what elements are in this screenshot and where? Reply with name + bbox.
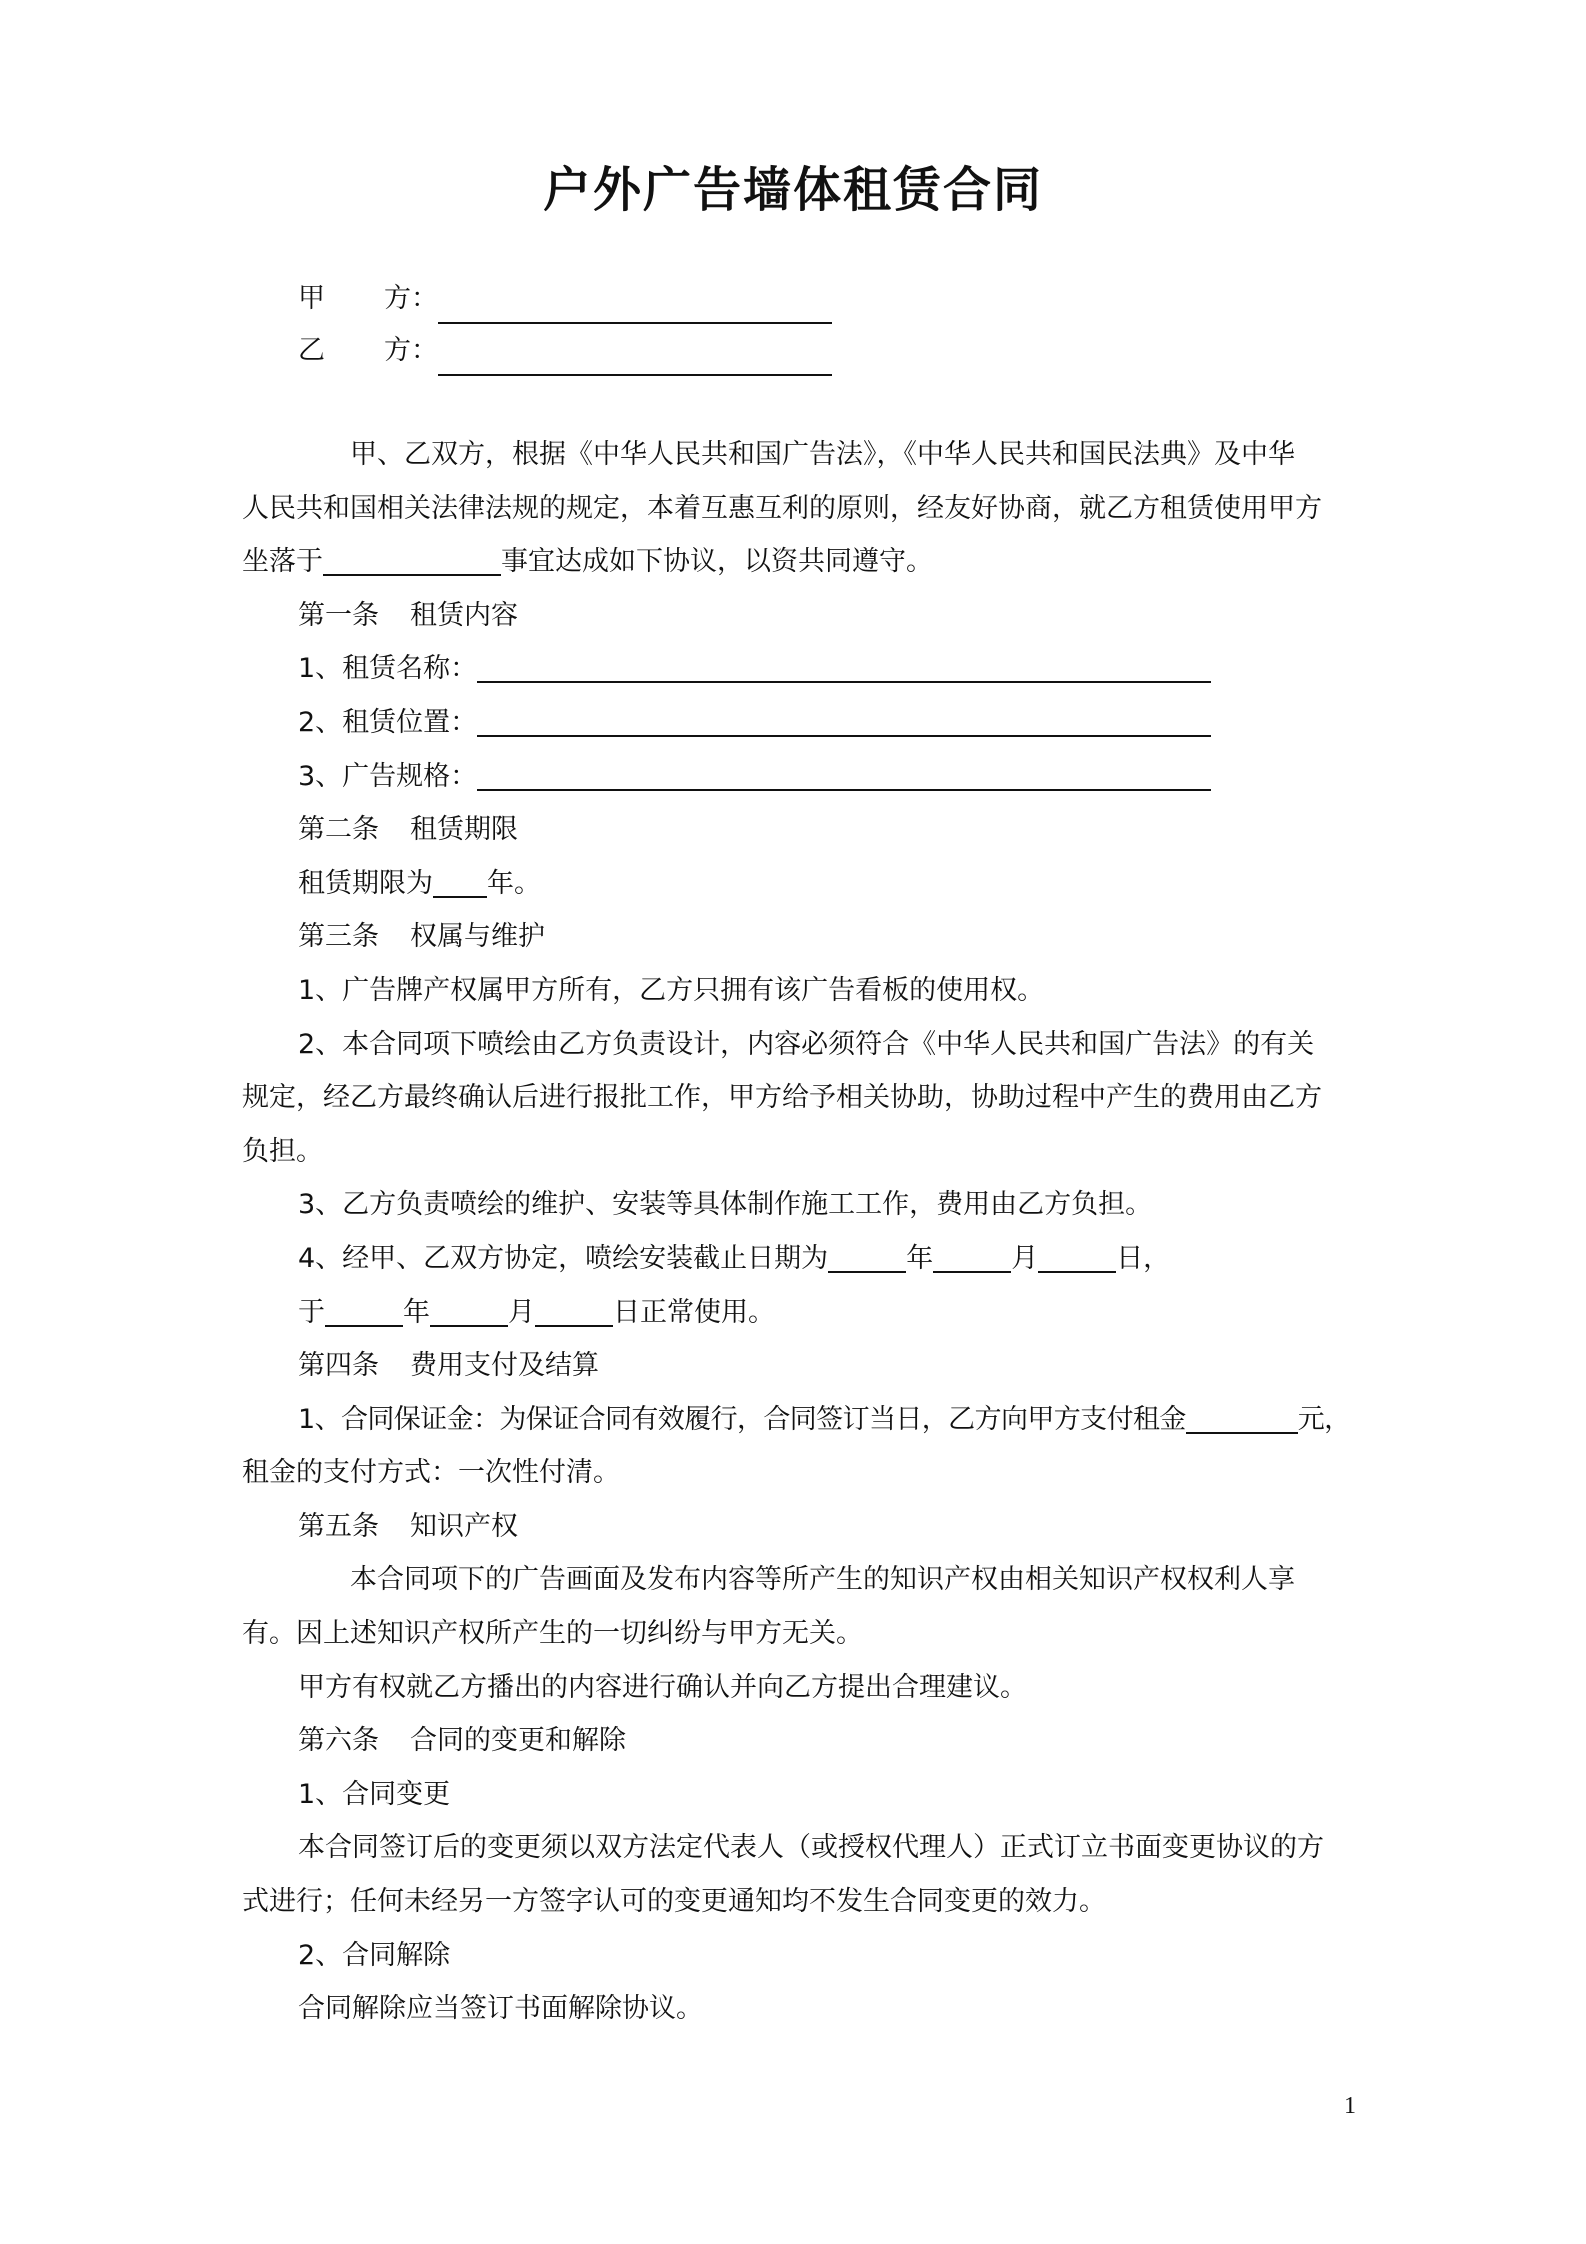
usage-date-prefix: 于 [298,1296,325,1328]
install-day-blank [1038,1235,1116,1273]
usage-year-blank [325,1289,403,1327]
article-3-item-2-line-1: 2、本合同项下喷绘由乙方负责设计，内容必须符合《中华人民共和国广告法》的有关 [298,1028,1315,1060]
lease-term-prefix: 租赁期限为 [298,867,433,899]
install-day-label: 日， [1116,1242,1171,1274]
party-b-suffix: 方： [384,335,438,366]
deposit-unit: 元， [1297,1403,1351,1435]
article-1-title: 租赁内容 [410,599,518,631]
article-2-number: 第二条 [298,814,379,846]
article-6-number: 第六条 [298,1725,379,1757]
rental-location-label: 2、租赁位置： [298,706,478,738]
location-blank [323,538,501,576]
article-2-title: 租赁期限 [410,814,518,846]
article-1-item-2 [242,696,1354,750]
article-6-sub-1-line-1: 本合同签订后的变更须以双方法定代表人（或授权代理人）正式订立书面变更协议的方 [298,1832,1324,1864]
article-5-title: 知识产权 [410,1510,518,1542]
article-4-title: 费用支付及结算 [410,1350,599,1382]
install-month-label: 月 [1011,1242,1039,1274]
article-6-sub-1-line-2: 式进行；任何未经另一方签字认可的变更通知均不发生合同变更的效力。 [242,1886,1106,1918]
install-deadline-prefix: 4、经甲、乙双方协定，喷绘安装截止日期为 [298,1242,829,1274]
party-a-suffix: 方： [384,283,438,314]
article-2-text [242,857,1354,911]
article-3-item-4-line-1 [242,1232,1354,1286]
page-number: 1 [1344,2093,1356,2119]
party-a-char: 甲 [298,283,325,314]
article-6-sub-2: 2、合同解除 [298,1939,451,1971]
preamble-line-2: 人民共和国相关法律法规的规定，本着互惠互利的原则，经友好协商，就乙方租赁使用甲方 [242,492,1322,524]
usage-day-blank [535,1289,613,1327]
rental-name-blank [477,645,1211,683]
install-year-blank [828,1235,906,1273]
article-1-item-1 [242,642,1354,696]
lease-term-suffix: 年。 [487,867,541,899]
article-4-number: 第四条 [298,1350,379,1382]
article-4-item-1-line-2: 租金的支付方式：一次性付清。 [242,1457,620,1489]
article-3-item-2-line-2: 规定，经乙方最终确认后进行报批工作，甲方给予相关协助，协助过程中产生的费用由乙方 [242,1082,1322,1114]
install-month-blank [933,1235,1011,1273]
preamble-line-3 [242,535,1354,589]
article-5-line-1: 本合同项下的广告画面及发布内容等所产生的知识产权由相关知识产权权利人享 [350,1564,1295,1596]
preamble-location-suffix: 事宜达成如下协议，以资共同遵守。 [501,546,933,578]
contract-body [242,428,1354,2036]
party-b-char: 乙 [298,335,325,366]
rental-name-label: 1、租赁名称： [298,653,478,685]
article-1-heading [242,589,1354,643]
article-6-sub-2-line-1: 合同解除应当签订书面解除协议。 [298,1993,703,2025]
lease-term-blank [433,860,487,898]
article-3-number: 第三条 [298,921,379,953]
party-b-row [298,326,832,376]
article-4-item-1-line-1 [242,1393,1354,1447]
party-a-row [298,274,832,324]
article-6-title: 合同的变更和解除 [410,1725,626,1757]
ad-spec-label: 3、广告规格： [298,760,478,792]
article-4-heading [242,1339,1354,1393]
usage-day-label: 日正常使用。 [613,1296,775,1328]
preamble-location-prefix: 坐落于 [242,546,323,578]
usage-month-blank [430,1289,508,1327]
deposit-amount-blank [1186,1396,1298,1434]
article-3-heading [242,910,1354,964]
article-3-item-2-line-3: 负担。 [242,1135,323,1167]
article-3-item-4-line-2 [242,1286,1354,1340]
ad-spec-blank [477,753,1211,791]
article-6-heading [242,1714,1354,1768]
article-5-number: 第五条 [298,1510,379,1542]
article-5-line-3: 甲方有权就乙方播出的内容进行确认并向乙方提出合理建议。 [298,1671,1027,1703]
rental-location-blank [477,699,1211,737]
party-a-blank-line [438,284,832,324]
article-2-heading [242,803,1354,857]
article-6-sub-1: 1、合同变更 [298,1778,451,1810]
preamble-line-1: 甲、乙双方，根据《中华人民共和国广告法》，《中华人民共和国民法典》及中华 [350,439,1295,470]
article-5-line-2: 有。因上述知识产权所产生的一切纠纷与甲方无关。 [242,1618,863,1650]
article-1-number: 第一条 [298,599,379,631]
article-3-item-1: 1、广告牌产权属甲方所有，乙方只拥有该广告看板的使用权。 [298,974,1045,1006]
party-b-label [298,326,438,376]
usage-year-label: 年 [403,1296,430,1328]
party-b-blank-line [438,336,832,376]
party-a-label [298,274,438,324]
article-3-title: 权属与维护 [410,921,545,953]
article-3-item-3: 3、乙方负责喷绘的维护、安装等具体制作施工工作，费用由乙方负担。 [298,1189,1153,1221]
usage-month-label: 月 [508,1296,535,1328]
deposit-text: 1、合同保证金：为保证合同有效履行，合同签订当日，乙方向甲方支付租金 [298,1403,1186,1435]
document-title: 户外广告墙体租赁合同 [542,162,1043,218]
article-5-heading [242,1500,1354,1554]
install-year-label: 年 [906,1242,934,1274]
article-1-item-3 [242,750,1354,804]
